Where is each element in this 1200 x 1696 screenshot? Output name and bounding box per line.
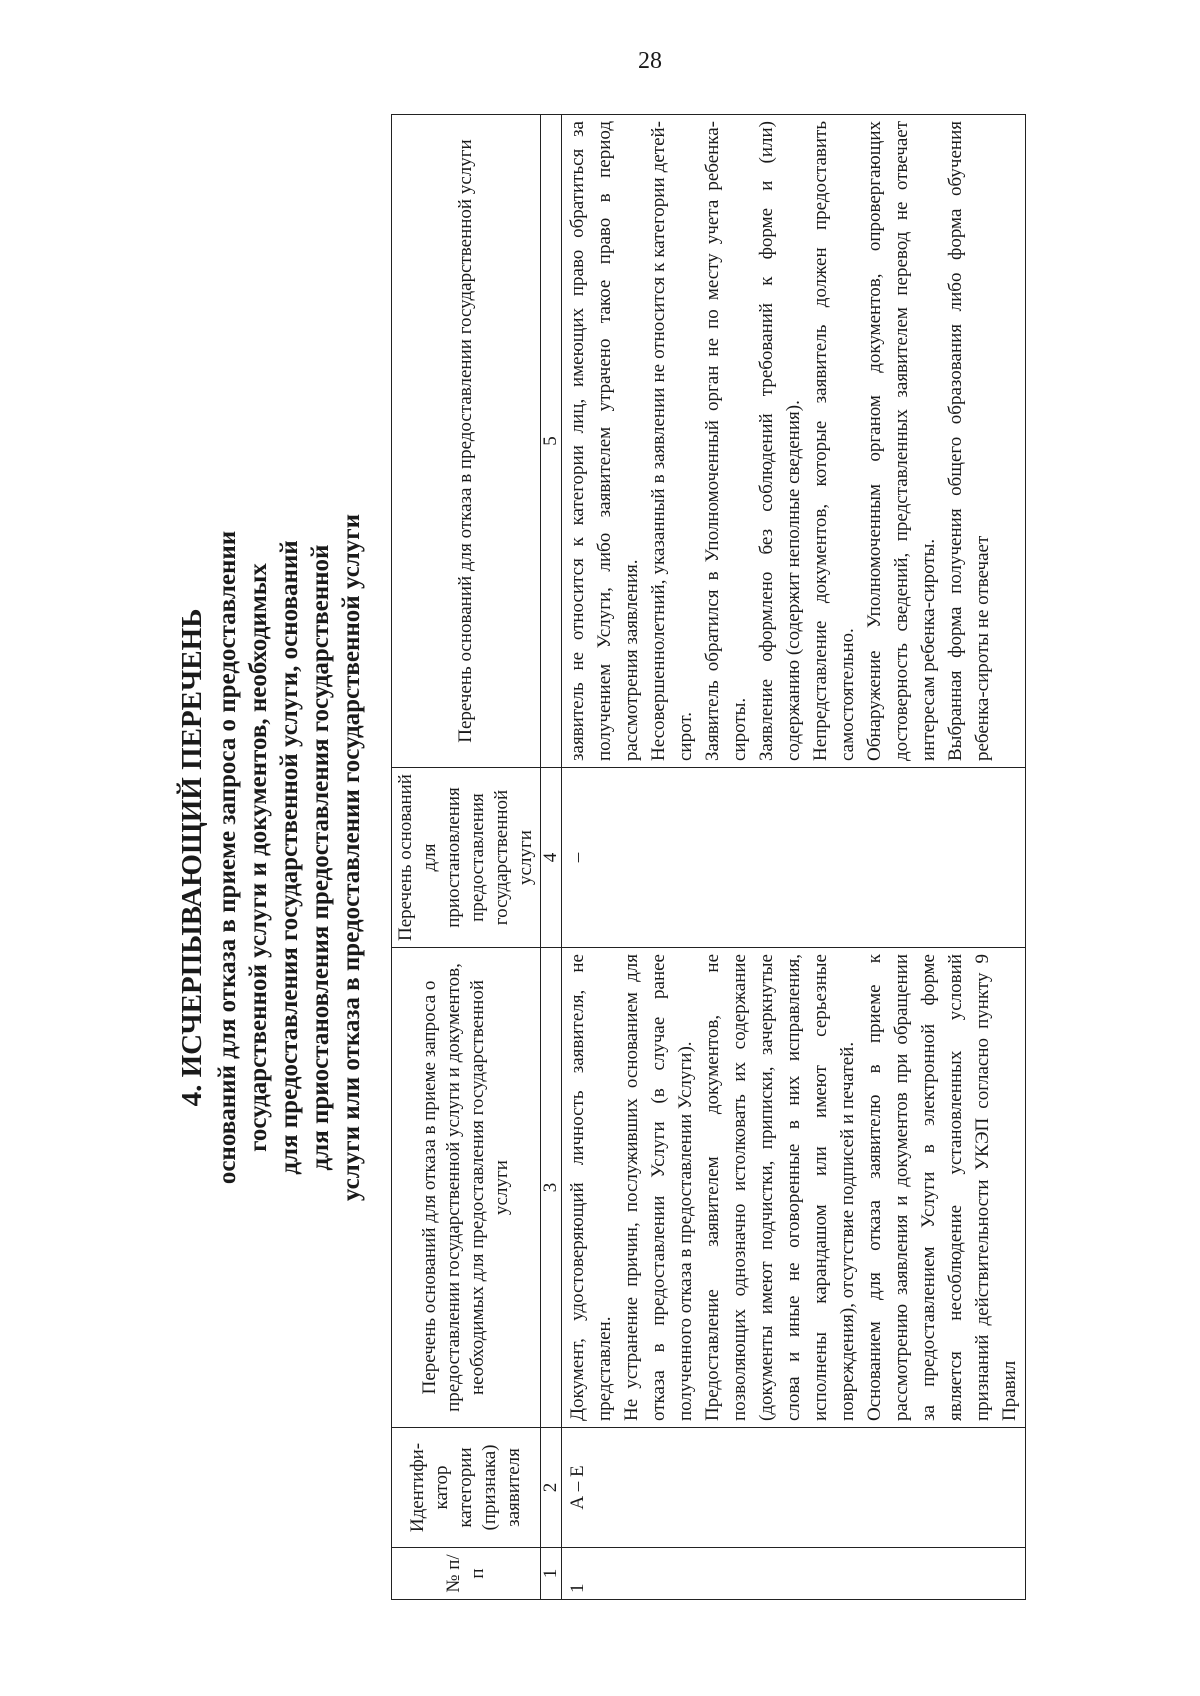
- column-number-row: [541, 115, 562, 1600]
- title-line-3: для предоставления государственной услуги, оснований: [276, 540, 303, 1175]
- title-line-1: оснований для отказа в приеме запроса о предоставлении: [214, 530, 241, 1185]
- refusal-service-item: Заявитель обратился в Уполномоченный орган не по месту учета ребенка-сироты.: [702, 121, 750, 761]
- refusal-reception-cell: [562, 948, 1026, 1428]
- column-number: 2: [541, 1428, 562, 1548]
- title-line-5: услуги или отказа в предоставлении государственной услуги: [338, 513, 365, 1202]
- title-line-2: государственной услуги и документов, необходимых: [245, 563, 272, 1152]
- header-num: № п/п: [392, 1548, 541, 1600]
- title-line-4: для приостановления предоставления государственной: [307, 544, 334, 1171]
- header-refusal-service: Перечень оснований для отказа в предоставлении государственной услуги: [392, 115, 541, 768]
- refusal-service-item: Выбранная форма получения общего образования либо форма обучения ребенка-сироты не отвечает: [945, 121, 993, 761]
- refusal-reception-item: Документ, удостоверяющий личность заявителя, не представлен.: [567, 954, 615, 1421]
- header-refusal-reception: Перечень оснований для отказа в приеме запроса о предоставлении государственной услуги и документов, необходимых для предоставления государственной услуги: [392, 948, 541, 1428]
- table-row: [562, 115, 1026, 1600]
- refusal-service-item: Непредставление документов, которые заявитель должен предоставить самостоятельно.: [810, 121, 858, 761]
- title-block: [176, 115, 367, 1600]
- column-number: 4: [541, 768, 562, 948]
- row-num: 1: [562, 1548, 1026, 1600]
- suspension-cell: –: [562, 768, 1026, 948]
- refusal-service-item: Заявление оформлено без соблюдений требований к форме и (или) содержанию (содержит неполные сведения).: [756, 121, 804, 761]
- refusal-reception-item: Не устранение причин, послуживших основанием для отказа в предоставлении Услуги (в случае ранее полученного отказа в предоставлении Услуги).: [621, 954, 696, 1421]
- column-number: 3: [541, 948, 562, 1428]
- header-suspension: Перечень оснований для приостановления предоставления государственной услуги: [392, 768, 541, 948]
- header-identifier: Идентифи-катор категории (признака) заявителя: [392, 1428, 541, 1548]
- table-header-row: [392, 115, 541, 1600]
- row-identifier: А – Е: [562, 1428, 1026, 1548]
- refusal-service-item: заявитель не относится к категории лиц, имеющих право обратиться за получением Услуги, либо заявителем утрачено такое право в период рассмотрения заявления.: [567, 121, 642, 761]
- column-number: 1: [541, 1548, 562, 1600]
- column-number: 5: [541, 115, 562, 768]
- page-number: 28: [638, 48, 662, 74]
- refusal-service-cell: [562, 115, 1026, 768]
- rotated-page-content: [176, 115, 1096, 1600]
- grounds-table: [391, 114, 1026, 1600]
- refusal-service-item: Обнаружение Уполномоченным органом документов, опровергающих достоверность сведений, представленных заявителем перевод не отвечает интересам ребенка-сироты.: [864, 121, 939, 761]
- refusal-service-item: Несовершеннолетний, указанный в заявлении не относится к категории детей-сирот.: [648, 121, 696, 761]
- refusal-reception-item: Основанием для отказа заявителю в приеме к рассмотрению заявления и документов при обращении за предоставлением Услуги в электронной форме является несоблюдение установленных условий признаний действительности УКЭП согласно пункту 9 Правил: [864, 954, 1020, 1421]
- refusal-reception-item: Предоставление заявителем документов, не позволяющих однозначно истолковать их содержание (документы имеют подчистки, приписки, зачеркнутые слова и иные не оговоренные в них исправления, исполнены карандашом или имеют серьезные повреждения), отсутствие подписей и печатей.: [702, 954, 858, 1421]
- document-title: 4. ИСЧЕРПЫВАЮЩИЙ ПЕРЕЧЕНЬ: [176, 608, 208, 1107]
